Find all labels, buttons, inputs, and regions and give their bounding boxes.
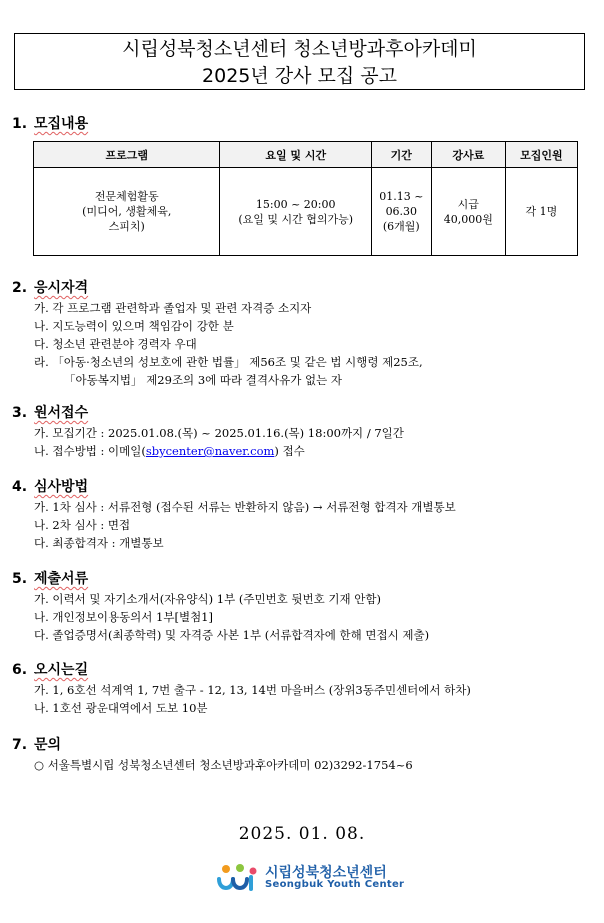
table-row	[34, 168, 578, 256]
section-2-title: 응시자격	[34, 280, 89, 296]
cell-time: 15:00 ~ 20:00 (요일 및 시간 협의가능)	[220, 168, 371, 256]
center-logo	[215, 859, 405, 895]
cell-program: 전문체험활동 (미디어, 생활체육, 스피치)	[34, 168, 220, 256]
section-4-heading: 4. 심사방법	[12, 479, 89, 495]
section-3-title: 원서접수	[34, 405, 89, 421]
col-header-fee: 강사료	[431, 142, 505, 168]
application-method: 나. 접수방법 : 이메일(sbycenter@naver.com) 접수	[34, 444, 305, 458]
col-header-program: 프로그램	[34, 142, 220, 168]
notice-title-line1: 시립성북청소년센터 청소년방과후아카데미	[122, 38, 477, 60]
table-header-row	[34, 142, 578, 168]
section-6-title: 오시는길	[34, 662, 89, 678]
section-2-heading: 2. 응시자격	[12, 280, 89, 296]
notice-date: 2025. 01. 08.	[238, 824, 366, 844]
qualification-item: 나. 지도능력이 있으며 책임감이 강한 분	[34, 319, 234, 333]
section-4-title: 심사방법	[34, 479, 89, 495]
section-1-heading: 1. 모집내용	[12, 116, 89, 132]
notice-title-line2: 2025년 강사 모집 공고	[202, 65, 397, 87]
qualification-item: 다. 청소년 관련분야 경력자 우대	[34, 337, 197, 351]
notice-title-box	[14, 33, 585, 90]
direction-item: 나. 1호선 광운대역에서 도보 10분	[34, 701, 208, 715]
col-header-period: 기간	[371, 142, 431, 168]
section-5-heading: 5. 제출서류	[12, 571, 89, 587]
document-item: 나. 개인정보이용동의서 1부[별첨1]	[34, 610, 213, 624]
section-5-title: 제출서류	[34, 571, 89, 587]
section-7-title: 문의	[34, 737, 62, 753]
document-item: 다. 졸업증명서(최종학력) 및 자격증 사본 1부 (서류합격자에 한해 면접시 제출)	[34, 628, 430, 642]
screening-item: 나. 2차 심사 : 면접	[34, 518, 131, 532]
youth-center-logo-icon	[215, 861, 261, 893]
cell-count: 각 1명	[505, 168, 577, 256]
cell-period: 01.13 ~ 06.30 (6개월)	[371, 168, 431, 256]
contact-line: ○ 서울특별시립 성북청소년센터 청소년방과후아카데미 02)3292-1754~6	[34, 758, 413, 772]
screening-item: 가. 1차 심사 : 서류전형 (접수된 서류는 반환하지 않음) → 서류전형 합격자 개별통보	[34, 500, 456, 514]
qualification-item: 라. 「아동·청소년의 성보호에 관한 법률」 제56조 및 같은 법 시행령 제25조,	[34, 355, 423, 369]
col-header-time: 요일 및 시간	[220, 142, 371, 168]
recruitment-table	[33, 141, 578, 256]
section-3-heading: 3. 원서접수	[12, 405, 89, 421]
direction-item: 가. 1, 6호선 석계역 1, 7번 출구 - 12, 13, 14번 마을버스 (장위3동주민센터에서 하차)	[34, 683, 471, 697]
screening-item: 다. 최종합격자 : 개별통보	[34, 536, 164, 550]
qualification-item: 가. 각 프로그램 관련학과 졸업자 및 관련 자격증 소지자	[34, 301, 312, 315]
cell-fee: 시급 40,000원	[431, 168, 505, 256]
application-period: 가. 모집기간 : 2025.01.08.(목) ~ 2025.01.16.(목) 18:00까지 / 7일간	[34, 426, 404, 440]
col-header-count: 모집인원	[505, 142, 577, 168]
section-6-heading: 6. 오시는길	[12, 662, 89, 678]
email-link[interactable]: sbycenter@naver.com	[145, 444, 275, 458]
section-1-title: 모집내용	[34, 116, 89, 132]
section-7-heading: 7. 문의	[12, 737, 62, 753]
logo-name-english: Seongbuk Youth Center	[265, 879, 405, 890]
document-item: 가. 이력서 및 자기소개서(자유양식) 1부 (주민번호 뒷번호 기재 안함)	[34, 592, 381, 606]
logo-name-korean: 시립성북청소년센터	[265, 865, 387, 881]
qualification-item: 「아동복지법」 제29조의 3에 따라 결격사유가 없는 자	[64, 373, 342, 387]
